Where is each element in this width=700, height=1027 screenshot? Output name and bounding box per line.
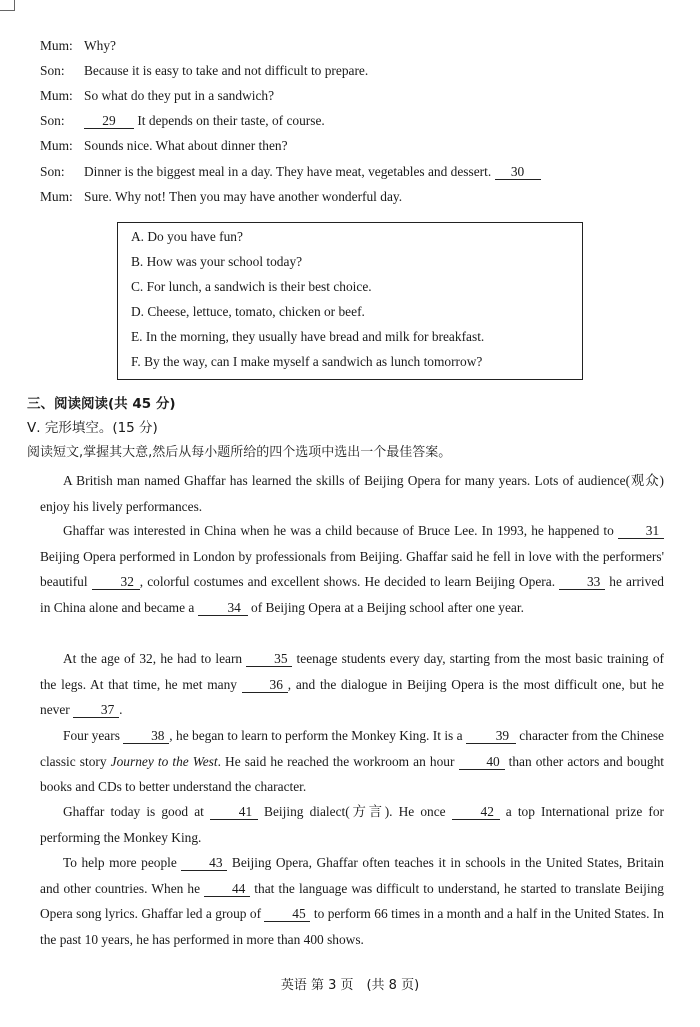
speaker: Mum: [40,38,73,53]
answer-blank-39[interactable]: 39 [466,729,516,744]
instruction: 阅读短文,掌握其大意,然后从每小题所给的四个选项中选出一个最佳答案。 [27,445,452,460]
answer-blank-33[interactable]: 33 [559,575,605,590]
dialogue-line [40,113,664,129]
speaker: Son: [40,113,65,128]
answer-blank-44[interactable]: 44 [204,882,250,897]
speaker: Mum: [40,88,73,103]
paragraph-text: . He said he reached the workroom an hour [217,753,459,769]
page-corner-mark [0,0,15,11]
paragraph-text: , and the dialogue in Beijing Opera is the most difficult one, but he never [40,676,665,717]
answer-blank-38[interactable]: 38 [123,729,169,744]
paragraph-text: Beijing dialect(方言). He once [257,804,452,819]
paragraph-text: to perform 66 times in a month and a half in the United States. In the past 10 years, he has performed in more than 400 shows. [40,906,664,947]
answer-blank-41[interactable]: 41 [210,805,258,820]
option-c: C. For lunch, a sandwich is their best choice. [131,279,372,294]
paragraph-text: Ghaffar was interested in China when he was a child because of Bruce Lee. In 1993, he happened to [63,523,618,538]
dialogue-text: Dinner is the biggest meal in a day. They have meat, vegetables and dessert. [84,164,495,179]
answer-blank-32[interactable]: 32 [92,575,140,590]
answer-blank-30[interactable]: 30 [495,165,541,180]
dialogue-line [40,189,664,205]
answer-blank-45[interactable]: 45 [264,907,310,922]
paragraph-text: of Beijing Opera at a Beijing school after one year. [247,599,524,615]
paragraph-3 [40,646,664,723]
speaker: Son: [40,164,65,179]
dialogue-text: Sounds nice. What about dinner then? [84,138,288,153]
speaker: Mum: [40,189,73,204]
answer-blank-37[interactable]: 37 [73,703,119,718]
dialogue-text: Because it is easy to take and not difficult to prepare. [84,63,369,78]
paragraph-text: , he began to learn to perform the Monkey King. It is a [169,728,466,743]
paragraph-text: Ghaffar today is good at [63,804,210,819]
speaker: Son: [40,63,65,78]
paragraph-5 [40,799,664,850]
options-box [117,222,583,380]
answer-blank-36[interactable]: 36 [242,678,288,693]
paragraph-2 [40,518,664,620]
dialogue-line [40,138,664,154]
answer-blank-31[interactable]: 31 [618,524,664,539]
paragraph-4 [40,723,664,800]
page-footer: 英语 第 3 页 (共 8 页) [280,978,420,993]
paragraph-text: To help more people [63,855,182,870]
answer-blank-43[interactable]: 43 [181,856,227,871]
dialogue-text: So what do they put in a sandwich? [84,88,275,103]
paragraph-text: At the age of 32, he had to learn [63,651,247,666]
section-heading: 三、阅读阅读(共 45 分) [27,396,176,412]
paragraph-text: he arrived in China alone and became a [40,574,664,615]
paragraph-text: a top International prize for performing the Monkey King. [40,804,664,845]
option-a: A. Do you have fun? [131,229,243,244]
dialogue-line [40,164,664,180]
dialogue-line [40,88,664,104]
dialogue-text: It depends on their taste, of course. [134,113,325,128]
sub-heading: Ⅴ. 完形填空。(15 分) [27,420,158,436]
dialogue-line [40,38,664,54]
speaker: Mum: [40,138,73,153]
answer-blank-34[interactable]: 34 [198,601,248,616]
paragraph-text: that the language was difficult to understand, he started to translate Beijing Opera song lyrics. Ghaffar led a group of [40,880,664,921]
dialogue-text: Why? [84,38,116,53]
paragraph-text: Four years [63,728,124,743]
paragraph-6 [40,850,664,952]
book-title: Journey to the West [110,753,218,769]
dialogue-text: Sure. Why not! Then you may have another wonderful day. [84,189,403,204]
paragraph-text: teenage students every day, starting from the most basic training of the legs. At that time, he met many [40,651,664,692]
option-f: F. By the way, can I make myself a sandwich as lunch tomorrow? [131,354,483,369]
paragraph-text: Beijing Opera performed in London by professionals from Beijing. Ghaffar said he fell in love with the performers' beautiful [40,548,664,589]
option-b: B. How was your school today? [131,254,303,269]
paragraph-text: . [119,702,123,717]
answer-blank-35[interactable]: 35 [246,652,292,667]
option-d: D. Cheese, lettuce, tomato, chicken or beef. [131,304,365,319]
paragraph-1 [40,468,664,519]
paragraph-text: , colorful costumes and excellent shows. He decided to learn Beijing Opera. [139,574,560,589]
answer-blank-42[interactable]: 42 [452,805,500,820]
option-e: E. In the morning, they usually have bread and milk for breakfast. [131,329,485,344]
paragraph-text: Beijing Opera, Ghaffar often teaches it in schools in the United States, Britain and other countries. When he [40,855,664,896]
paragraph-text: character from the Chinese classic story [40,728,664,769]
answer-blank-29[interactable]: 29 [84,114,134,129]
paragraph-text: A British man named Ghaffar has learned the skills of Beijing Opera for many years. Lots of audience(观众) enjoy his lively performances. [40,473,664,514]
answer-blank-40[interactable]: 40 [459,755,505,770]
dialogue-line [40,63,664,79]
paragraph-text: than other actors and bought books and CDs to better understand the character. [40,753,665,794]
